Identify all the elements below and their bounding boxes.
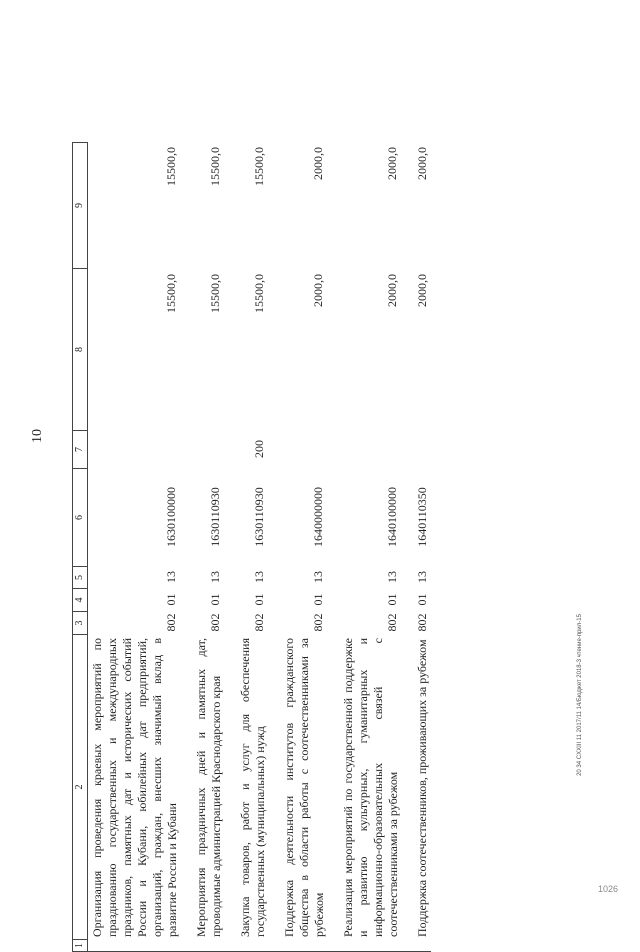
cell-c9: 15500,0 <box>252 147 266 186</box>
cell-c3: 802 <box>385 613 399 632</box>
cell-c5: 13 <box>415 571 429 583</box>
budget-table <box>72 142 566 952</box>
cell-c9: 2000,0 <box>311 147 325 180</box>
cell-c5: 13 <box>208 571 222 583</box>
corner-stamp: 1026 <box>598 884 619 894</box>
row-description: Реализация мероприятий по государственной поддержке и развитию культурных, гуманитарных и информационно-образовательных связей с соотечественниками за рубежом <box>341 638 400 937</box>
cell-c8: 15500,0 <box>208 274 222 313</box>
cell-c5: 13 <box>164 571 178 583</box>
column-header: 1 <box>73 940 87 952</box>
cell-c7 <box>326 430 327 468</box>
cell-c8: 2000,0 <box>385 274 399 307</box>
cell-c9: 2000,0 <box>385 147 399 180</box>
cell-c8: 15500,0 <box>252 274 266 313</box>
cell-c4: 01 <box>385 593 399 606</box>
cell-c4: 01 <box>164 593 178 606</box>
row-description: Организация проведения краевых мероприятий по празднованию государственных и международных праздников, памятных дат и исторических событий России и Кубани, юбилейных дат предприятий, организаций, граждан, внесших значимый вклад в развитие России и Кубани <box>90 638 179 937</box>
cell-c9: 2000,0 <box>415 147 429 180</box>
cell-c8: 15500,0 <box>164 274 178 313</box>
cell-c3: 802 <box>208 613 222 632</box>
column-header: 2 <box>73 635 87 940</box>
cell-c5: 13 <box>311 571 325 583</box>
cell-c3: 802 <box>164 613 178 632</box>
cell-c6: 1640110350 <box>415 487 429 547</box>
column-header: 9 <box>73 142 87 269</box>
row-description: Закупка товаров, работ и услуг для обеспечения государственных (муниципальных) нужд <box>238 638 267 937</box>
cell-c7 <box>223 430 224 468</box>
cell-c4: 01 <box>252 593 266 606</box>
cell-c6: 1630110930 <box>252 487 266 547</box>
table-row <box>327 142 401 951</box>
cell-c8: 2000,0 <box>415 274 429 307</box>
cell-c6: 1640000000 <box>311 487 325 547</box>
table-row <box>224 142 268 951</box>
cell-c5: 13 <box>252 571 266 583</box>
table-row <box>88 142 180 951</box>
cell-c5: 13 <box>385 571 399 583</box>
table-row <box>180 142 224 951</box>
table-header-row <box>72 142 88 952</box>
column-header: 5 <box>73 567 87 589</box>
column-header: 6 <box>73 469 87 567</box>
page-number: 10 <box>30 429 45 443</box>
cell-c3: 802 <box>311 613 325 632</box>
cell-c7 <box>430 430 431 468</box>
table-row <box>268 142 327 951</box>
cell-c7: 200 <box>252 440 266 458</box>
table-body <box>88 142 431 952</box>
cell-c6: 1640100000 <box>385 487 399 547</box>
row-description: Мероприятия праздничных дней и памятных дат, проводимые администрацией Краснодарского края <box>194 638 223 937</box>
table-row <box>401 142 431 951</box>
cell-c6: 1630110930 <box>208 487 222 547</box>
column-header: 8 <box>73 269 87 431</box>
cell-c4: 01 <box>311 593 325 606</box>
cell-c8: 2000,0 <box>311 274 325 307</box>
cell-c4: 01 <box>208 593 222 606</box>
cell-c9: 15500,0 <box>208 147 222 186</box>
cell-c9: 15500,0 <box>164 147 178 186</box>
cell-c7 <box>400 430 401 468</box>
cell-c4: 01 <box>415 593 429 606</box>
cell-c6: 1630100000 <box>164 487 178 547</box>
cell-c3: 802 <box>252 613 266 632</box>
row-description: Поддержка деятельности институтов гражданского общества в области работы с соотечественниками за рубежом <box>282 638 326 937</box>
column-header: 7 <box>73 431 87 469</box>
cell-c3: 802 <box>415 613 429 632</box>
column-header: 3 <box>73 612 87 635</box>
cell-c7 <box>179 430 180 468</box>
row-description: Поддержка соотечественников, проживающих за рубежом <box>415 639 429 937</box>
column-header: 4 <box>73 589 87 612</box>
document-code: 20 34 CXXIII 11 2017/11 14/Бюджет 2018-3 чтение-прил-15 <box>577 614 583 776</box>
